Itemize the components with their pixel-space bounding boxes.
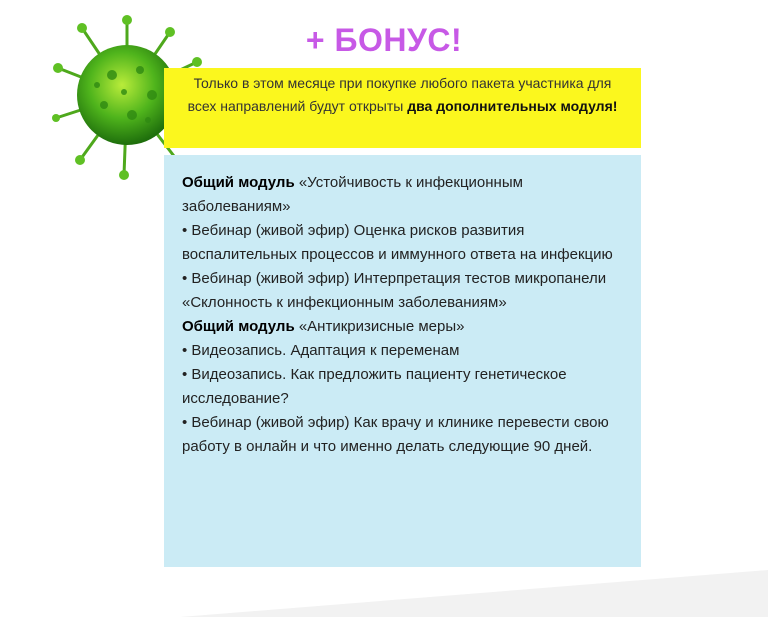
list-item: • Вебинар (живой эфир) Интерпретация тестов микропанели «Склонность к инфекционным заболеваниям» bbox=[182, 270, 607, 311]
bonus-notice bbox=[164, 68, 641, 148]
list-item: • Вебинар (живой эфир) Оценка рисков развития воспалительных процессов и иммунного ответа на инфекцию bbox=[182, 222, 613, 263]
bonus-notice-highlight: два дополнительных модуля! bbox=[407, 98, 618, 114]
bonus-title: + БОНУС! bbox=[305, 22, 463, 58]
module-name: «Антикризисные меры» bbox=[294, 318, 465, 335]
module-label: Общий модуль bbox=[182, 174, 295, 191]
module-heading bbox=[182, 171, 627, 219]
list-item: • Вебинар (живой эфир) Как врачу и клинике перевести свою работу в онлайн и что именно делать следующие 90 дней. bbox=[182, 414, 609, 455]
list-item: • Видеозапись. Адаптация к переменам bbox=[182, 342, 460, 359]
modules-list bbox=[164, 155, 641, 567]
module-name: «Устойчивость к инфекционным заболеваниям» bbox=[182, 174, 523, 215]
module-heading bbox=[182, 315, 627, 339]
list-item: • Видеозапись. Как предложить пациенту генетическое исследование? bbox=[182, 366, 567, 407]
module-label: Общий модуль bbox=[182, 318, 295, 335]
bonus-notice-text: Только в этом месяце при покупке любого пакета участника для всех направлений будут открыты bbox=[187, 75, 612, 114]
